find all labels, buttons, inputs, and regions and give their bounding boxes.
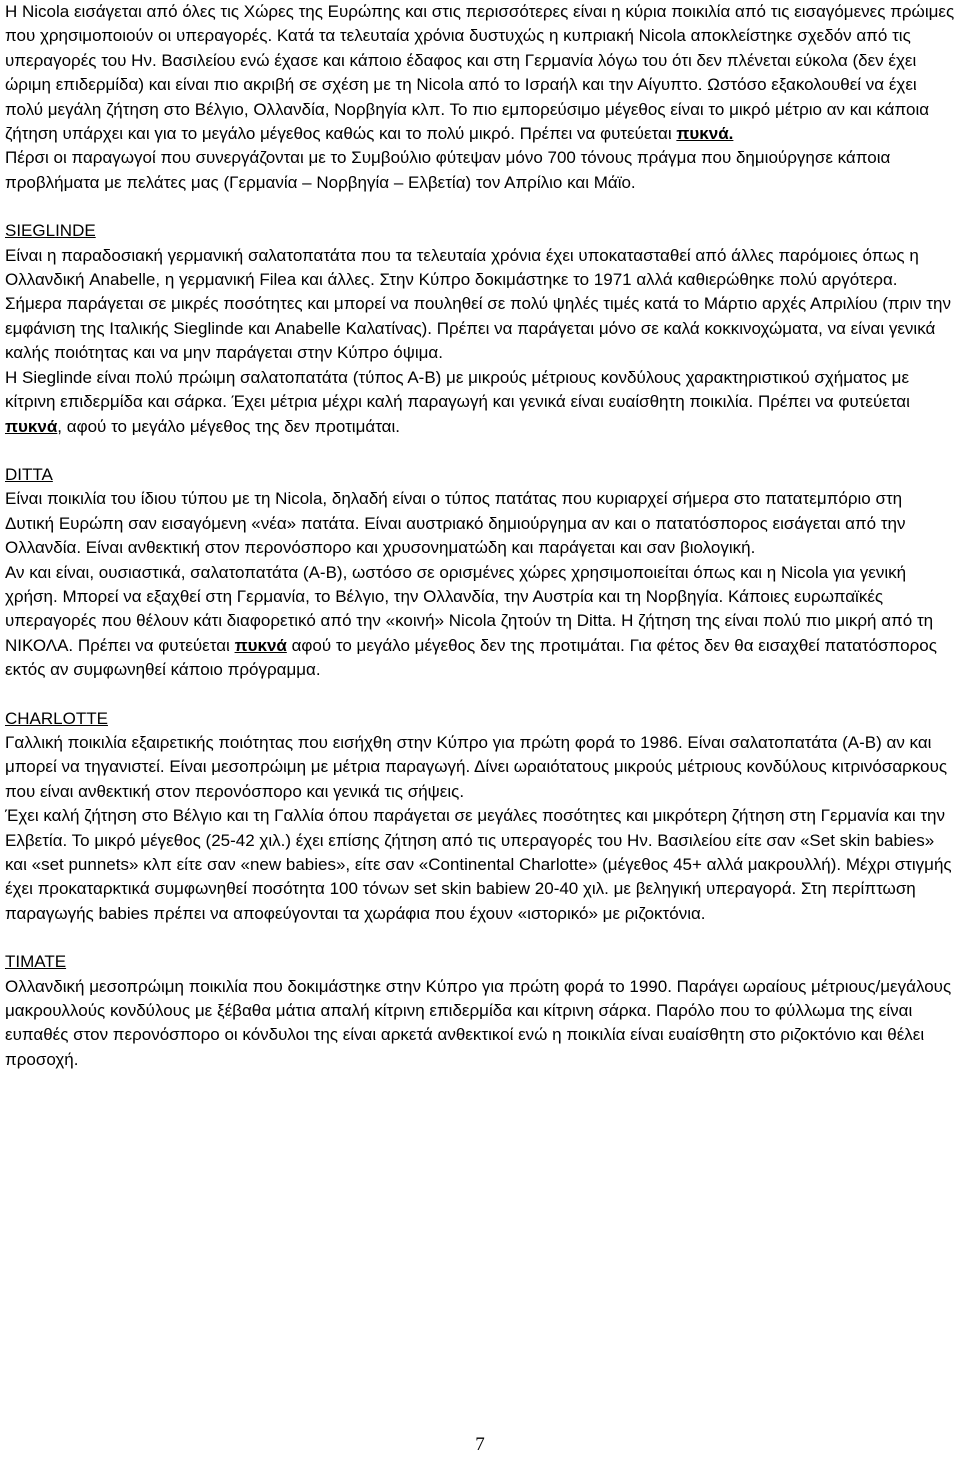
- section-charlotte: [5, 707, 955, 927]
- emphasis-dense: πυκνά: [234, 635, 287, 655]
- sieglinde-paragraph-2: Η Sieglinde είναι πολύ πρώιμη σαλατοπατάτα (τύπος Α-Β) με μικρούς μέτριους κονδύλους χαρακτηριστικού σχήματος με κίτρινη επιδερμίδα και σάρκα. Έχει μέτρια μέχρι καλή παραγωγή και γενικά είναι ευαίσθητη ποικιλία. Πρέπει να φυτεύεται πυκνά, αφού το μεγάλο μέγεθος της δεν προτιμάται.: [5, 367, 910, 436]
- section-title-sieglinde: SIEGLINDE: [5, 221, 96, 241]
- page-number: 7: [475, 1434, 485, 1455]
- ditta-paragraph-2: Αν και είναι, ουσιαστικά, σαλατοπατάτα (Α-Β), ωστόσο σε ορισμένες χώρες χρησιμοποιείται όπως και η Nicola για γενική χρήση. Μπορεί να εξαχθεί στη Γερμανία, το Βέλγιο, την Ολλανδία, την Αυστρία και τη Νορβηγία. Κάποιες ευρωπαϊκές υπεραγορές που θέλουν κάτι διαφορετικό από την «κοινή» Nicola ζητούν τη Ditta. Η ζήτηση της είναι πολύ πιο μικρή από τη ΝΙΚΟΛΑ. Πρέπει να φυτεύεται πυκνά αφού το μεγάλο μέγεθος δεν της προτιμάται. Για φέτος δεν θα εισαχθεί πατατόσπορος εκτός αν συμφωνηθεί κάποιο πρόγραμμα.: [5, 562, 937, 680]
- section-timate: [5, 950, 955, 1072]
- section-ditta: [5, 463, 955, 683]
- section-title-ditta: DITTA: [5, 464, 53, 484]
- section-title-charlotte: CHARLOTTE: [5, 708, 108, 728]
- emphasis-dense: πυκνά: [5, 416, 58, 436]
- charlotte-paragraph-1: Γαλλική ποικιλία εξαιρετικής ποιότητας που εισήχθη στην Κύπρο για πρώτη φορά το 1986. Είναι σαλατοπατάτα (Α-Β) αν και μπορεί να τηγανιστεί. Είναι μεσοπρώιμη με μέτρια παραγωγή. Δίνει ωραιότατους μικρούς μέτριους κονδύλους κιτρινόσαρκους που είναι ανθεκτική στον περονόσπορο και γενικά τις σήψεις.: [5, 732, 948, 801]
- ditta-paragraph-1: Είναι ποικιλία του ίδιου τύπου με τη Nicola, δηλαδή είναι ο τύπος πατάτας που κυριαρχεί σήμερα στο πατατεμπόριο στη Δυτική Ευρώπη σαν εισαγόμενη «νέα» πατάτα. Είναι αυστριακό δημιούργημα αν και ο πατατόσπορος εισάγεται από την Ολλανδία. Είναι ανθεκτική στον περονόσπορο και χρυσονηματώδη και παράγεται και σαν βιολογική.: [5, 489, 906, 558]
- section-title-timate: TIMATE: [5, 952, 67, 972]
- intro-paragraph-2: Πέρσι οι παραγωγοί που συνεργάζονται με το Συμβούλιο φύτεψαν μόνο 700 τόνους πράγμα που δημιούργησε κάποια προβλήματα με πελάτες μας (Γερμανία – Νορβηγία – Ελβετία) τον Απρίλιο και Μάϊο.: [5, 148, 891, 192]
- sieglinde-paragraph-1: Είναι η παραδοσιακή γερμανική σαλατοπατάτα που τα τελευταία χρόνια έχει υποκατασταθεί από άλλες παρόμοιες όπως η Ολλανδική Anabelle, η γερμανική Filea και άλλες. Στην Κύπρο δοκιμάστηκε το 1971 αλλά καθιερώθηκε πολύ αργότερα. Σήμερα παράγεται σε μικρές ποσότητες και μπορεί να πουληθεί σε πολύ ψηλές τιμές κατά το Μάρτιο αρχές Απριλίου (πριν την εμφάνιση της Ιταλικής Sieglinde και Anabelle Καλατίνας). Πρέπει να παράγεται μόνο σε καλά κοκκινοχώματα, να είναι γενικά καλής ποιότητας και να μην παράγεται στην Κύπρο όψιμα.: [5, 245, 951, 363]
- charlotte-paragraph-2: Έχει καλή ζήτηση στο Βέλγιο και τη Γαλλία όπου παράγεται σε μεγάλες ποσότητες και μικρότερη ζήτηση στη Γερμανία και την Ελβετία. Το μικρό μέγεθος (25-42 χιλ.) έχει επίσης ζήτηση από τις υπεραγορές του Ην. Βασιλείου είτε σαν «Set skin babies» και «set punnets» κλπ είτε σαν «new babies», είτε σαν «Continental Charlotte» (μέγεθος 45+ αλλά μακρουλλή). Μέχρι στιγμής έχει προκαταρκτικά συμφωνηθεί ποσότητα 100 τόνων set skin babiew 20-40 χιλ. με βεληγική υπεραγορά. Στη περίπτωση παραγωγής babies πρέπει να αποφεύγονται τα χωράφια που έχουν «ιστορικό» με ριζοκτόνια.: [5, 806, 952, 923]
- intro-section: [5, 0, 955, 195]
- emphasis-dense: πυκνά.: [676, 124, 734, 144]
- section-sieglinde: [5, 219, 955, 439]
- intro-paragraph-1: Η Nicola εισάγεται από όλες τις Χώρες της Ευρώπης και στις περισσότερες είναι η κύρια ποικιλία από τις εισαγόμενες πρώιμες που χρησιμοποιούν οι υπεραγορές. Κατά τα τελευταία χρόνια δυστυχώς η κυπριακή Nicola αποκλείστηκε σχεδόν από τις υπεραγορές του Ην. Βασιλείου ενώ έχασε και κάποιο έδαφος και στη Γερμανία λόγω του ότι δεν πλένεται εύκολα (δεν έχει ώριμη επιδερμίδα) και είναι πιο ακριβή σε σχέση με τη Nicola από το Ισραήλ και την Αίγυπτο. Ωστόσο εξακολουθεί να έχει πολύ μεγάλη ζήτηση στο Βέλγιο, Ολλανδία, Νορβηγία κλπ. Το πιο εμπορεύσιμο μέγεθος είναι το μικρό μέτριο αν και κάποια ζήτηση υπάρχει και για το μεγάλο μέγεθος καθώς και το πολύ μικρό. Πρέπει να φυτεύεται πυκνά.: [5, 2, 955, 144]
- timate-paragraph-1: Ολλανδική μεσοπρώιμη ποικιλία που δοκιμάστηκε στην Κύπρο για πρώτη φορά το 1990. Παράγει ωραίους μέτριους/μεγάλους μακρουλλούς κονδύλους με ξέβαθα μάτια απαλή κίτρινη επιδερμίδα και κίτρινη σάρκα. Παρόλο που το φύλλωμα της είναι ευπαθές στον περονόσπορο οι κόνδυλοι της είναι αρκετά ανθεκτικοί ενώ η ποικιλία είναι ευαίσθητη στο ριζοκτόνιο και θέλει προσοχή.: [5, 976, 952, 1069]
